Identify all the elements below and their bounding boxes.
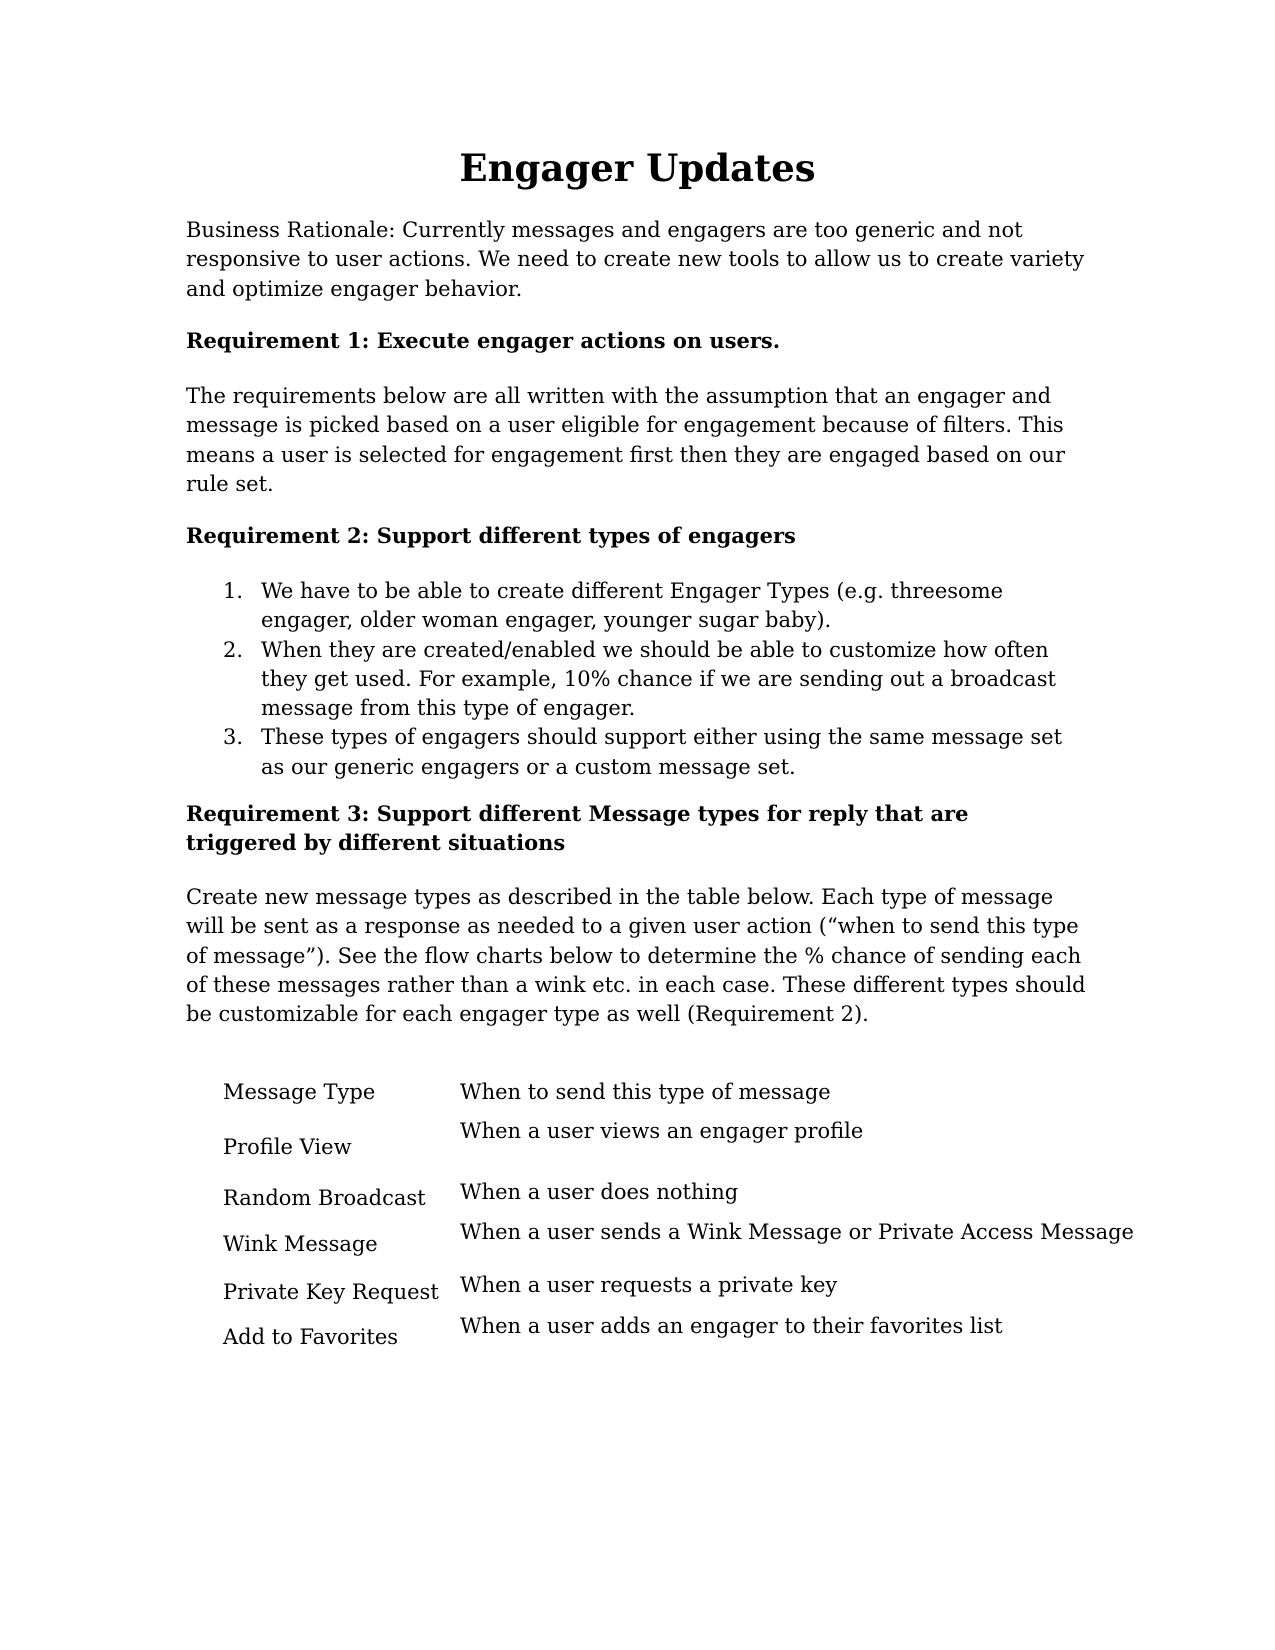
- requirement-3-heading: Requirement 3: Support different Message types for reply that are triggered by different situations: [186, 801, 969, 856]
- table-cell-when: When a user views an engager profile: [460, 1119, 864, 1143]
- page-title: Engager Updates: [459, 146, 816, 190]
- list-item-text: We have to be able to create different Engager Types (e.g. threesome engager, older woman engager, younger sugar baby).: [261, 579, 1004, 633]
- list-item-number: 3.: [223, 725, 244, 750]
- requirement-2-list: [186, 577, 1086, 782]
- table-cell-type: Add to Favorites: [223, 1325, 399, 1349]
- table-cell-when: When a user sends a Wink Message or Private Access Message: [460, 1220, 1134, 1244]
- list-item: [186, 577, 1086, 636]
- table-cell-type: Random Broadcast: [223, 1186, 426, 1210]
- requirement-2-heading: Requirement 2: Support different types of engagers: [186, 523, 796, 548]
- list-item-number: 2.: [223, 637, 244, 662]
- requirement-1-body: The requirements below are all written with the assumption that an engager and message is picked based on a user eligible for engagement because of filters. This means a user is selected for engagement first then they are engaged based on our rule set.: [186, 384, 1065, 496]
- table-cell-type: Private Key Request: [223, 1280, 439, 1304]
- table-cell-when: When a user adds an engager to their favorites list: [460, 1314, 1003, 1338]
- table-cell-when: When a user does nothing: [460, 1180, 739, 1204]
- table-header-when: When to send this type of message: [460, 1080, 831, 1104]
- list-item-number: 1.: [223, 579, 244, 603]
- list-item-text: These types of engagers should support either using the same message set as our generic engagers or a custom message set.: [261, 725, 1063, 779]
- requirement-1-heading: Requirement 1: Execute engager actions on users.: [186, 328, 781, 353]
- table-header-type: Message Type: [223, 1080, 376, 1104]
- list-item: [186, 723, 1086, 782]
- table-cell-type: Profile View: [223, 1135, 352, 1159]
- table-cell-type: Wink Message: [223, 1232, 378, 1256]
- list-item: [186, 636, 1086, 724]
- requirement-3-body: Create new message types as described in the table below. Each type of message will be sent as a response as needed to a given user action (“when to send this type of message”). See the flow charts below to determine the % chance of sending each of these messages rather than a wink etc. in each case. These different types should be customizable for each engager type as well (Requirement 2).: [186, 885, 1086, 1027]
- table-cell-when: When a user requests a private key: [460, 1273, 838, 1297]
- business-rationale: Business Rationale: Currently messages and engagers are too generic and not responsive to user actions. We need to create new tools to allow us to create variety and optimize engager behavior.: [186, 218, 1085, 301]
- list-item-text: When they are created/enabled we should be able to customize how often they get used. For example, 10% chance if we are sending out a broadcast message from this type of engager.: [261, 637, 1056, 721]
